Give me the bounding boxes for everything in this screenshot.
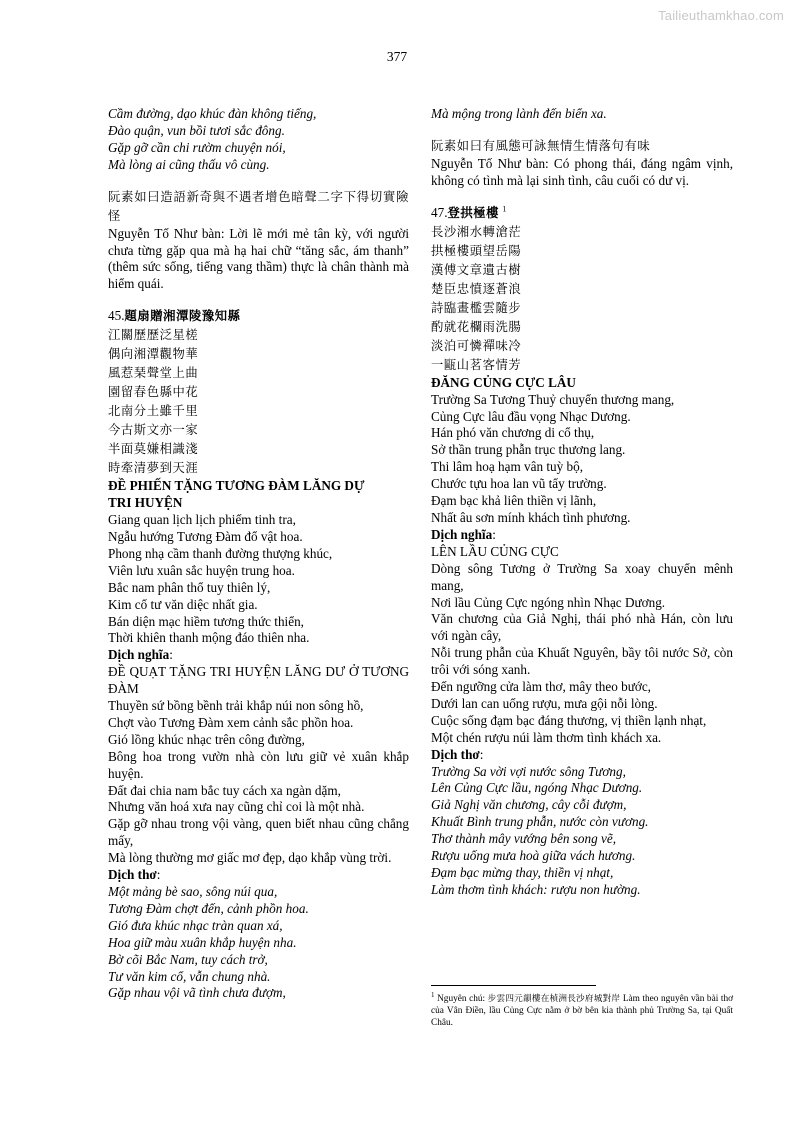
dich-nghia-line: Thuyền sứ bồng bềnh trải khắp núi non sông hồ, [108, 698, 364, 714]
dich-tho-line: Lên Củng Cực lầu, ngóng Nhạc Dương. [431, 780, 643, 796]
verse-end: Mà mộng trong lành đến biển xa. [431, 106, 607, 121]
dich-nghia-label: Dịch nghĩa [431, 526, 493, 542]
dich-nghia-line: Dòng sông Tương ở Trường Sa xoay chuyển mênh mang, [431, 560, 733, 593]
dich-nghia-line: Dưới lan can uống rượu, mưa gội nỗi lòng. [431, 695, 658, 711]
han-line: 漢傅文章遺古樹 [431, 262, 522, 277]
dich-nghia-title: ĐỀ QUẠT TẶNG TRI HUYỆN LĂNG DƯ Ở TƯƠNG ĐÀM [108, 664, 409, 697]
phien-am-line: Nhất âu sơn mính khách tình phương. [431, 509, 631, 525]
footnote-mark[interactable]: 1 [502, 204, 507, 214]
dich-tho-line: Bờ cõi Bắc Nam, tuy cách trở, [108, 951, 268, 967]
dich-nghia-title: LÊN LẦU CỦNG CỰC [431, 543, 559, 559]
phien-am [108, 512, 409, 647]
right-column [431, 106, 733, 899]
han-line: 偶向湘潭觀物華 [108, 347, 199, 362]
dich-tho-label: Dịch thơ [431, 746, 480, 762]
dich-nghia [431, 561, 733, 747]
dich-tho-line: Thơ thành mây vướng bên song vẽ, [431, 831, 616, 847]
han-line: 風惹琹聲堂上曲 [108, 366, 199, 381]
han-line: 淡泊可憐禪味冷 [431, 338, 522, 353]
han-line: 一甌山茗客情芳 [431, 357, 522, 372]
footnote-divider [431, 985, 596, 986]
footnote-han: 步雲四元韻樓在楨洲長沙府城對岸 [487, 994, 621, 1004]
poem-number: 45. [108, 308, 125, 324]
title-han: 題扇贈湘潭陵豫知縣 [124, 309, 241, 324]
footnote-text: Làm theo nguyên vần bài thơ của Vân Điền, lầu Củng Cực nằm ở bờ bên kia thành phủ Trường Sa, tại Quất Châu. [431, 994, 734, 1028]
dich-nghia-line: Nỗi trung phẫn của Khuất Nguyên, bầy tôi nước Sở, còn trôi với sóng xanh. [431, 645, 733, 678]
dich-tho-line: Một mảng bè sao, sông núi qua, [108, 884, 278, 899]
phien-am [431, 392, 733, 527]
dich-tho-line: Giả Nghị văn chương, cây cỗi đượm, [431, 797, 627, 813]
dich-tho-label: Dịch thơ [108, 867, 157, 883]
dich-nghia-heading: Dịch nghĩa: [108, 647, 173, 663]
phien-am-line: Chước tựu hoa lan vũ tẩy trường. [431, 476, 607, 492]
phien-am-line: Thời khiên thanh mộng đáo thiên nha. [108, 630, 310, 646]
poem-45 [108, 307, 409, 1002]
dich-nghia-line: Bông hoa trong vườn nhà còn lưu giữ vẻ xuân khắp huyện. [108, 748, 409, 781]
phien-am-line: Kim cổ tư văn diệc nhất gia. [108, 596, 258, 612]
han-line: 園留春色縣中花 [108, 385, 199, 400]
dich-nghia-line: Gió lồng khúc nhạc trên công đường, [108, 731, 305, 747]
verse-line: Gặp gỡ cần chi rườm chuyện nói, [108, 139, 286, 155]
comment-han: 阮素如曰造語新奇與不遇者增色暗聲二字下得切實險怪 [108, 189, 409, 223]
dich-tho-heading: Dịch thơ: [431, 746, 484, 762]
dich-tho-line: Tư văn kim cổ, vẫn chung nhà. [108, 968, 271, 984]
dich-tho [431, 764, 733, 899]
han-line: 時牽清夢到天涯 [108, 461, 199, 476]
dich-nghia-line: Một chén rượu núi làm thơm tình khách xa. [431, 729, 662, 745]
dich-tho-line: Gió đưa khúc nhạc tràn quan xá, [108, 917, 283, 933]
page-number: 377 [386, 49, 408, 64]
han-lines [431, 223, 733, 375]
dich-nghia-heading: Dịch nghĩa: [431, 526, 496, 542]
han-line: 長沙湘水轉滄茫 [431, 224, 522, 239]
phien-am-line: Giang quan lịch lịch phiếm tinh tra, [108, 512, 296, 528]
comment-viet: Nguyễn Tố Như bàn: Có phong thái, đáng ngâm vịnh, không có tình mà lại sinh tình, câu cuối có dư vị. [431, 155, 733, 188]
dich-tho-line: Gặp nhau vội vã tình chưa đượm, [108, 985, 286, 1001]
poem-title-viet: ĐĂNG CỦNG CỰC LÂU [431, 374, 576, 390]
dich-nghia-line: Đến ngưỡng cửa làm thơ, mây theo bước, [431, 679, 651, 695]
verse-line: Cầm đường, dạo khúc đàn không tiếng, [108, 106, 317, 121]
poem-47 [431, 204, 733, 899]
phien-am-line: Bán diện mạc hiềm tương thức thiển, [108, 613, 304, 629]
verse-line: Mà lòng ai cũng thấu vô cùng. [108, 156, 270, 172]
footnote-label: Nguyên chú: [437, 994, 486, 1004]
han-line: 拱極樓頭望岳陽 [431, 243, 522, 258]
comment-han: 阮素如曰有風態可詠無情生情落句有味 [431, 138, 651, 153]
dich-nghia-line: Gặp gỡ nhau trong vội vàng, quen biết nhau cũng chẳng mấy, [108, 816, 409, 849]
phien-am-line: Sở thần trung phẫn trục thương lang. [431, 442, 626, 458]
phien-am-line: Phong nhạ cầm thanh đường thượng khúc, [108, 545, 333, 561]
dich-nghia-line: Nơi lầu Củng Cực ngóng nhìn Nhạc Dương. [431, 594, 666, 610]
title-han: 登拱極樓 [447, 205, 500, 220]
poem-title-viet: TRI HUYỆN [108, 495, 183, 511]
verse-line: Đào quận, vun bồi tươi sắc đông. [108, 122, 285, 138]
dich-tho-line: Làm thơm tình khách: rượu non hường. [431, 881, 641, 897]
dich-nghia-line: Nhưng văn hoá xưa nay cũng chỉ coi là một nhà. [108, 799, 365, 815]
phien-am-line: Ngẫu hướng Tương Đàm đổ vật hoa. [108, 528, 303, 544]
dich-tho-line: Đạm bạc mừng thay, thiền vị nhạt, [431, 865, 614, 880]
footnote [431, 990, 734, 1029]
dich-nghia-label: Dịch nghĩa [108, 647, 170, 663]
poem-number: 47. [431, 204, 448, 220]
dich-nghia-line: Đất đai chia nam bắc tuy cách xa ngàn dặm, [108, 782, 341, 798]
poem-title-han [108, 307, 409, 326]
dich-nghia-line: Văn chương của Giả Nghị, thái phó nhà Hán, còn lưu với ngàn cây, [431, 611, 733, 644]
dich-tho-line: Trường Sa vời vợi nước sông Tương, [431, 763, 626, 779]
han-line: 江關歷歷泛星槎 [108, 328, 199, 343]
han-line: 北南分土雖千里 [108, 404, 199, 419]
dich-nghia-line: Cuộc sống đạm bạc đáng thương, vị thiền lạnh nhạt, [431, 712, 707, 728]
poem-title-han [431, 204, 733, 223]
dich-tho-line: Hoa giữ màu xuân khắp huyện nha. [108, 934, 297, 950]
dich-tho-line: Khuất Bình trung phẫn, nước còn vương. [431, 814, 649, 830]
han-line: 半面莫嫌相識淺 [108, 442, 199, 457]
phien-am-line: Viên lưu xuân sắc huyện trung hoa. [108, 562, 295, 578]
dich-nghia-line: Mà lòng thường mơ giấc mơ đẹp, dạo khắp vùng trời. [108, 850, 392, 866]
footnote-number: 1 [431, 990, 435, 999]
comment-viet: Nguyễn Tố Như bàn: Lời lẽ mới mẻ tân kỳ, với người chưa từng gặp qua mà hạ hai chữ “tăng sắc, ám thanh” (thêm sức sống, tiếng vang thầm) thực là chân thành mà hiểm quái. [108, 225, 409, 292]
watermark: Tailieuthamkhao.com [658, 8, 784, 23]
dich-tho-heading: Dịch thơ: [108, 867, 161, 883]
phien-am-line: Trường Sa Tương Thuỷ chuyển thương mang, [431, 391, 675, 407]
dich-nghia-line: Chợt vào Tương Đàm xem cảnh sắc phồn hoa. [108, 714, 354, 730]
dich-tho-line: Rượu uống mưa hoà giữa vách hương. [431, 848, 636, 864]
han-line: 詩臨畫檻雲隨步 [431, 300, 522, 315]
han-line: 酌就花欄雨洗腸 [431, 319, 522, 334]
han-lines [108, 326, 409, 478]
han-line: 今古斯文亦一家 [108, 423, 199, 438]
dich-tho [108, 884, 409, 1002]
phien-am-line: Hán phó văn chương di cổ thụ, [431, 425, 595, 441]
phien-am-line: Đạm bạc khả liên thiền vị lãnh, [431, 493, 597, 509]
left-column [108, 106, 409, 1002]
poem-title-viet: ĐỀ PHIẾN TẶNG TƯƠNG ĐÀM LĂNG DỰ [108, 478, 365, 494]
phien-am-line: Củng Cực lâu đầu vọng Nhạc Dương. [431, 408, 631, 424]
phien-am-line: Thi lâm hoạ hạm vân tuỳ bộ, [431, 459, 583, 475]
phien-am-line: Bắc nam phân thổ tuy thiên lý, [108, 579, 271, 595]
verse-top [108, 106, 409, 174]
dich-nghia [108, 698, 409, 867]
han-line: 楚臣忠憤逐蒼浪 [431, 281, 522, 296]
dich-tho-line: Tương Đàm chợt đến, cảnh phồn hoa. [108, 900, 309, 916]
